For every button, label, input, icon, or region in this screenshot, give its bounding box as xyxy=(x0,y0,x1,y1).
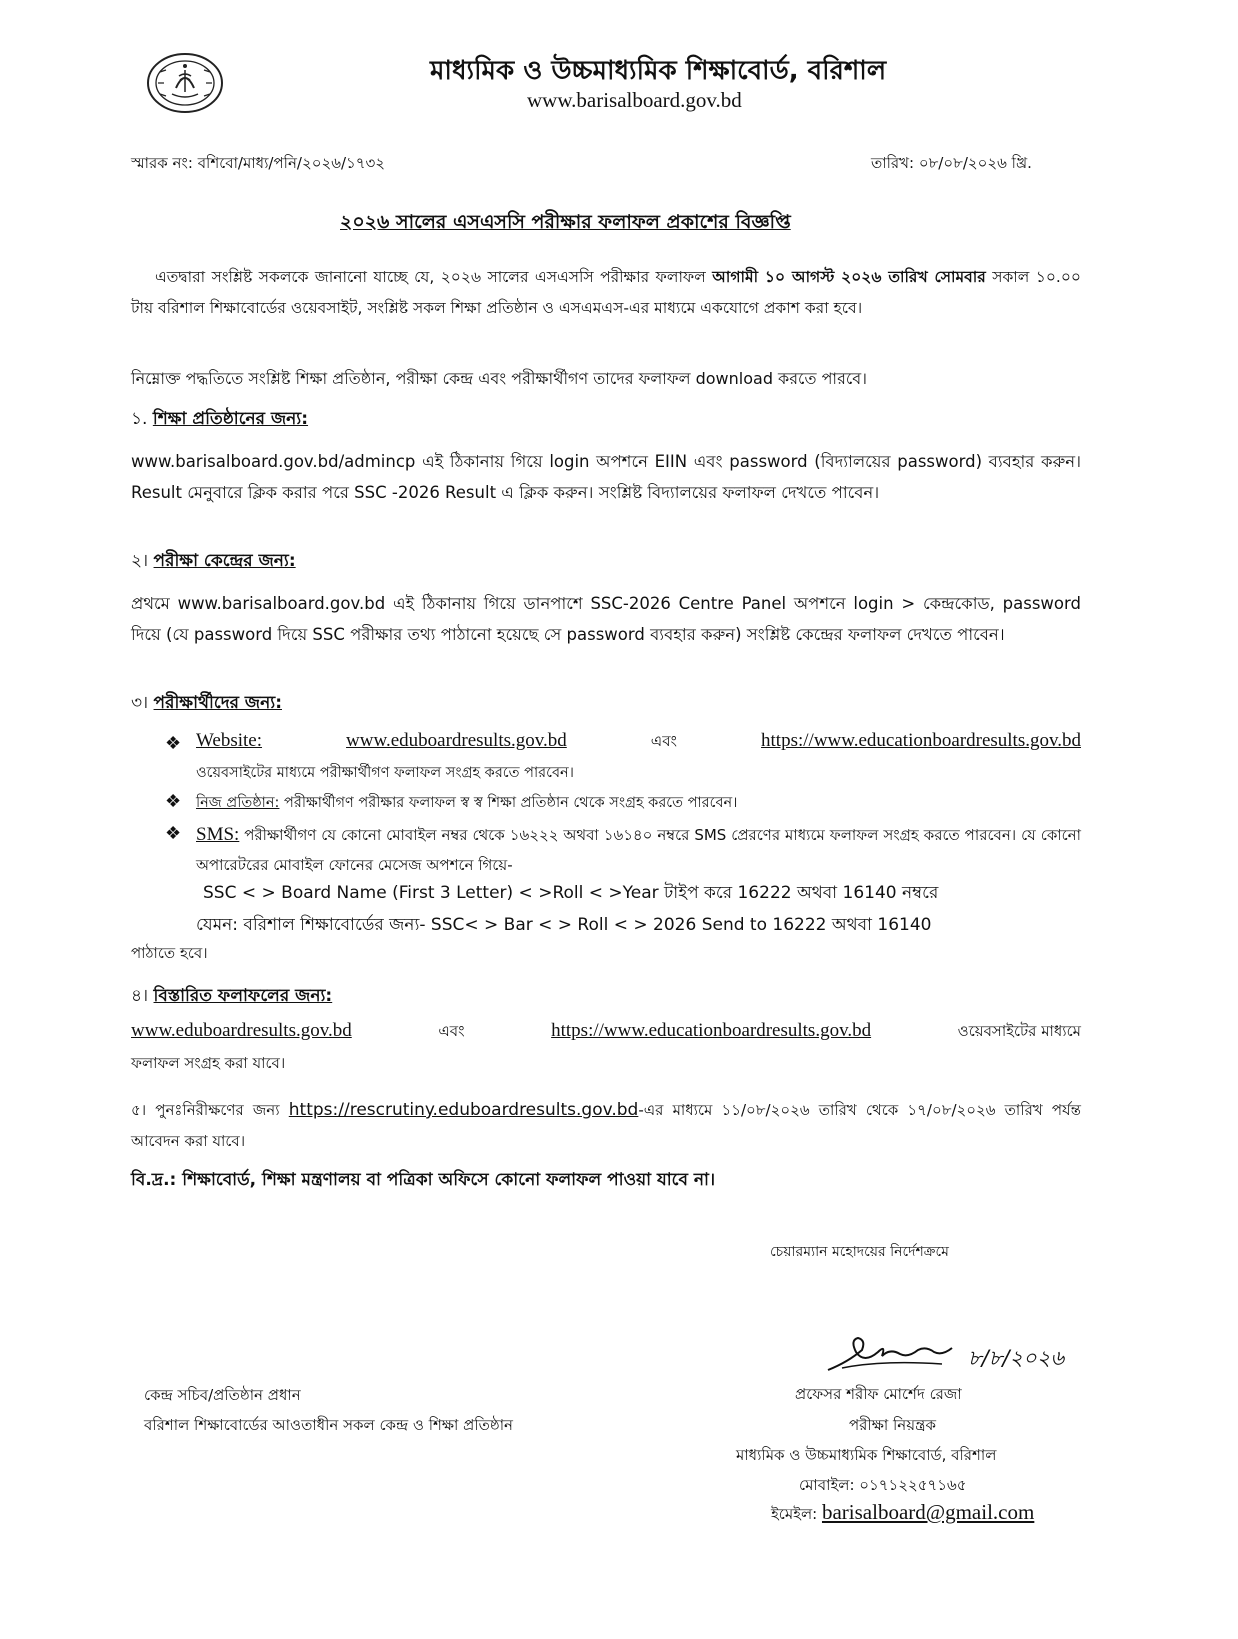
section-4-title: বিস্তারিত ফলাফলের জন্য: xyxy=(153,986,333,1006)
diamond-bullet-icon: ❖ xyxy=(165,791,182,812)
intro-text-1: এতদ্বারা সংশ্লিষ্ট সকলকে জানানো যাচ্ছে যে, ২০২৬ সালের এসএসসি পরীক্ষার ফলাফল xyxy=(155,268,713,286)
section-5-paragraph xyxy=(131,1095,1081,1157)
signatory-mobile: মোবাইল: ০১৭১২২৫৭১৬৫ xyxy=(799,1476,967,1494)
and-word: এবং xyxy=(650,732,678,750)
section-2-number: ২। xyxy=(131,551,149,571)
diamond-bullet-icon: ❖ xyxy=(165,823,182,844)
link-eduboardresults[interactable]: www.eduboardresults.gov.bd xyxy=(346,730,567,751)
signatory-email-line xyxy=(771,1500,1034,1528)
section-4-heading xyxy=(131,983,332,1011)
section-4-links-line xyxy=(131,1020,1081,1045)
bullet-website-rest: ওয়েবসাইটের মাধ্যমে পরীক্ষার্থীগণ ফলাফল সংগ্রহ করতে পারবেন। xyxy=(196,765,574,781)
signatory-designation: পরীক্ষা নিয়ন্ত্রক xyxy=(849,1416,936,1434)
memo-number: স্মারক নং: বশিবো/মাধ্য/পনি/২০২৬/১৭৩২ xyxy=(131,154,386,172)
section-5-text-2: -এর মাধ্যমে ১১/০৮/২০২৬ তারিখ থেকে ১৭/০৮/২০২৬ তারিখ পর্যন্ত আবেদন করা যাবে। xyxy=(131,1101,1081,1150)
and-word: এবং xyxy=(438,1022,465,1040)
section-4-website-text: ওয়েবসাইটের মাধ্যমে xyxy=(957,1022,1081,1040)
section-1-heading xyxy=(131,406,308,434)
link-eduboardresults[interactable]: www.eduboardresults.gov.bd xyxy=(131,1020,352,1041)
signatory-name: প্রফেসর শরীফ মোর্শেদ রেজা xyxy=(795,1385,962,1403)
sms-text: পরীক্ষার্থীগণ যে কোনো মোবাইল নম্বর থেকে ১৬২২২ অথবা ১৬১৪০ নম্বরে SMS প্রেরণের মাধ্যমে ফলাফল সংগ্রহ করতে পারবেন। যে কোনো অপারেটরের মোবাইল ফোনের মেসেজ অপশনে গিয়ে- xyxy=(196,826,1081,874)
signature-date: ৮/৮/২০২৬ xyxy=(968,1346,1065,1370)
signatory-office: মাধ্যমিক ও উচ্চমাধ্যমিক শিক্ষাবোর্ড, বরিশাল xyxy=(736,1446,997,1464)
recipient-line-1: কেন্দ্র সচিব/প্রতিষ্ঠান প্রধান xyxy=(144,1386,301,1404)
diamond-bullet-icon: ❖ xyxy=(165,733,182,754)
sms-example-line: যেমন: বরিশাল শিক্ষাবোর্ডের জন্য- SSC< > Bar < > Roll < > 2026 Send to 16222 অথবা 16140 xyxy=(196,915,932,935)
website-label: Website: xyxy=(196,730,263,751)
link-educationboardresults[interactable]: https://www.educationboardresults.gov.bd xyxy=(551,1020,872,1041)
signature-image xyxy=(822,1330,962,1382)
section-1-body: www.barisalboard.gov.bd/admincp এই ঠিকানায় গিয়ে login অপশনে EIIN এবং password (বিদ্যালয়ের password) ব্যবহার করুন। Result মেনুবারে ক্লিক করার পরে SSC -2026 Result এ ক্লিক করুন। সংশ্লিষ্ট বিদ্যালয়ের ফলাফল দেখতে পাবেন। xyxy=(131,452,1081,502)
section-2-body: প্রথমে www.barisalboard.gov.bd এই ঠিকানায় গিয়ে ডানপাশে SSC-2026 Centre Panel অপশনে login > কেন্দ্রকোড, password দিয়ে (যে password দিয়ে SSC পরীক্ষার তথ্য পাঠানো হয়েছে সে password ব্যবহার করুন) সংশ্লিষ্ট কেন্দ্রের ফলাফল দেখতে পাবেন। xyxy=(131,594,1081,644)
section-2-title: পরীক্ষা কেন্দ্রের জন্য: xyxy=(153,551,296,571)
institution-text: পরীক্ষার্থীগণ পরীক্ষার ফলাফল স্ব স্ব শিক্ষা প্রতিষ্ঠান থেকে সংগ্রহ করতে পারবেন। xyxy=(279,795,738,811)
link-educationboardresults[interactable]: https://www.educationboardresults.gov.bd xyxy=(761,730,1081,751)
section-1-number: ১. xyxy=(131,409,148,429)
sms-label: SMS: xyxy=(196,824,240,845)
order-line: চেয়ারম্যান মহোদয়ের নির্দেশক্রমে xyxy=(770,1244,949,1260)
email-link[interactable]: barisalboard@gmail.com xyxy=(821,1500,1035,1524)
section-3-number: ৩। xyxy=(131,693,149,713)
bullet-website-line xyxy=(196,730,1081,755)
section-5-number: ৫। xyxy=(131,1101,147,1119)
section-5-text-1: পুনঃনিরীক্ষণের জন্য xyxy=(155,1101,289,1119)
section-1-title: শিক্ষা প্রতিষ্ঠানের জন্য: xyxy=(152,409,309,429)
section-4-number: ৪। xyxy=(131,986,149,1006)
link-rescrutiny[interactable]: https://rescrutiny.eduboardresults.gov.bd xyxy=(288,1100,639,1120)
notice-title: ২০২৬ সালের এসএসসি পরীক্ষার ফলাফল প্রকাশের বিজ্ঞপ্তি xyxy=(340,211,791,233)
recipient-line-2: বরিশাল শিক্ষাবোর্ডের আওতাধীন সকল কেন্দ্র ও শিক্ষা প্রতিষ্ঠান xyxy=(144,1416,513,1434)
board-name-heading: মাধ্যমিক ও উচ্চমাধ্যমিক শিক্ষাবোর্ড, বরিশাল xyxy=(430,56,887,86)
intro-paragraph xyxy=(131,262,1081,324)
intro-text-2: সকাল ১০.০০ টায় বরিশাল শিক্ষাবোর্ডের ওয়েবসাইট, সংশ্লিষ্ট সকল শিক্ষা প্রতিষ্ঠান ও এসএমএস-এর মাধ্যমে একযোগে প্রকাশ করা হবে। xyxy=(131,268,1081,317)
board-seal-logo xyxy=(146,52,224,114)
bullet-sms-text xyxy=(196,820,1081,880)
section-3-heading xyxy=(131,690,282,718)
section-4-rest: ফলাফল সংগ্রহ করা যাবে। xyxy=(131,1054,286,1072)
note-line: বি.দ্র.: শিক্ষাবোর্ড, শিক্ষা মন্ত্রণালয় বা পত্রিকা অফিসে কোনো ফলাফল পাওয়া যাবে না। xyxy=(131,1170,716,1190)
method-line: নিম্নোক্ত পদ্ধতিতে সংশ্লিষ্ট শিক্ষা প্রতিষ্ঠান, পরীক্ষা কেন্দ্র এবং পরীক্ষার্থীগণ তাদের ফলাফল download করতে পারবে। xyxy=(131,369,867,388)
institution-label: নিজ প্রতিষ্ঠান: xyxy=(196,795,280,811)
bullet-institution-line xyxy=(196,792,737,816)
memo-date: তারিখ: ০৮/০৮/২০২৬ খ্রি. xyxy=(871,154,1032,172)
email-label: ইমেইল: xyxy=(771,1505,822,1523)
board-website: www.barisalboard.gov.bd xyxy=(527,88,742,112)
section-2-heading xyxy=(131,548,296,576)
sms-end-line: পাঠাতে হবে। xyxy=(131,944,208,962)
sms-format-line: SSC < > Board Name (First 3 Letter) < >Roll < >Year টাইপ করে 16222 অথবা 16140 নম্বরে xyxy=(203,883,939,903)
intro-date-emphasis: আগামী ১০ আগস্ট ২০২৬ তারিখ সোমবার xyxy=(712,268,986,286)
section-3-title: পরীক্ষার্থীদের জন্য: xyxy=(153,693,282,713)
